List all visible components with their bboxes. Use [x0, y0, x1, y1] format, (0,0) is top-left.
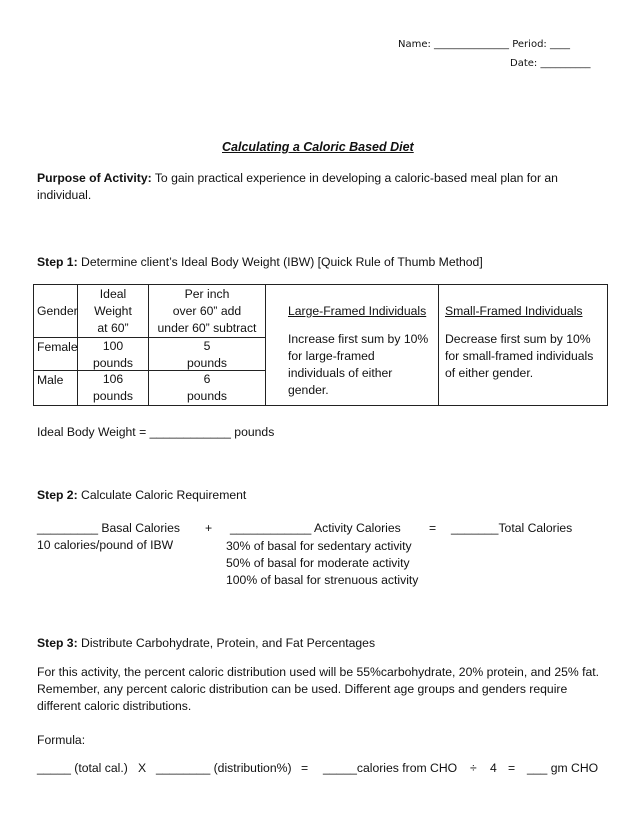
small-framed-note-l1: Decrease first sum by 10%: [445, 332, 591, 346]
col-ideal-header-l3: at 60”: [97, 321, 129, 335]
step3-text: Distribute Carbohydrate, Protein, and Fat Percentages: [77, 636, 376, 650]
formula-equals-2: =: [508, 761, 516, 775]
col-ideal-header-l2: Weight: [94, 304, 132, 318]
step1-label: Step 1:: [37, 255, 78, 269]
small-framed-note-l2: for small-framed individuals: [445, 349, 594, 363]
large-framed-note-l3: individuals of either: [288, 366, 393, 380]
activity-note-sedentary: 30% of basal for sedentary activity: [226, 539, 412, 553]
row-female-per-inch: [149, 338, 265, 372]
col-per-inch-header-l2: over 60” add: [172, 304, 242, 318]
row-female-gender: Female: [37, 340, 78, 354]
basal-calories-blank: _________ Basal Calories: [37, 521, 180, 535]
row-male-weight: [78, 371, 148, 405]
step2-heading: [37, 488, 246, 502]
row-female-per-inch-unit: pounds: [187, 356, 227, 370]
row-male-weight-unit: pounds: [93, 389, 133, 403]
purpose-label: Purpose of Activity:: [37, 171, 152, 185]
basal-note: 10 calories/pound of IBW: [37, 538, 174, 552]
total-calories-blank: _______Total Calories: [451, 521, 573, 535]
row-male-per-inch: [149, 371, 265, 405]
row-female-weight: [78, 338, 148, 372]
formula-label: Formula:: [37, 733, 86, 747]
formula-times: X: [138, 761, 147, 775]
page-title: Calculating a Caloric Based Diet: [222, 140, 414, 154]
row-male-per-inch-unit: pounds: [187, 389, 227, 403]
step1-text: Determine client’s Ideal Body Weight (IBW) [Quick Rule of Thumb Method]: [77, 255, 483, 269]
col-ideal-header: [78, 286, 148, 337]
formula-gm-cho: ___ gm CHO: [527, 761, 599, 775]
ibw-line: Ideal Body Weight = ____________ pounds: [37, 425, 275, 439]
col-ideal-header-l1: Ideal: [99, 287, 127, 301]
purpose-paragraph: [37, 170, 602, 204]
formula-equals-1: =: [301, 761, 309, 775]
equals-sign: =: [429, 521, 437, 535]
row-female-weight-value: 100: [102, 339, 124, 353]
large-framed-note: [288, 331, 428, 399]
step3-label: Step 3:: [37, 636, 78, 650]
step3-heading: [37, 636, 375, 650]
date-line: Date: __________: [510, 58, 591, 69]
name-period-line: Name: _______________ Period: ____: [398, 39, 570, 50]
ibw-table: [33, 284, 608, 406]
formula-four: 4: [490, 761, 497, 775]
col-per-inch-header-l1: Per inch: [184, 287, 230, 301]
large-framed-note-l2: for large-framed: [288, 349, 375, 363]
small-framed-note: [445, 331, 593, 382]
large-framed-note-l1: Increase first sum by 10%: [288, 332, 429, 346]
formula-distribution: ________ (distribution%): [156, 761, 292, 775]
step1-heading: [37, 255, 483, 269]
formula-divide: ÷: [470, 761, 477, 775]
row-male-gender: Male: [37, 373, 64, 387]
row-male-per-inch-value: 6: [203, 372, 211, 386]
small-framed-heading-text: Small-Framed Individuals: [445, 304, 583, 318]
large-framed-note-l4: gender.: [288, 383, 329, 397]
row-male-weight-value: 106: [102, 372, 124, 386]
col-gender-header: Gender: [37, 304, 78, 318]
activity-note-strenuous: 100% of basal for strenuous activity: [226, 573, 419, 587]
row-female-weight-unit: pounds: [93, 356, 133, 370]
row-female-per-inch-value: 5: [203, 339, 211, 353]
activity-notes: [226, 538, 418, 589]
formula-total: _____ (total cal.): [37, 761, 128, 775]
plus-sign: +: [205, 521, 213, 535]
step2-text: Calculate Caloric Requirement: [77, 488, 247, 502]
step3-paragraph: For this activity, the percent caloric distribution used will be 55%carbohydrate, 20% protein, and 25% fat. Remember, any percent caloric distribution can be used. Different age groups and genders require different caloric distributions.: [37, 665, 600, 713]
activity-note-moderate: 50% of basal for moderate activity: [226, 556, 410, 570]
col-per-inch-header-l3: under 60” subtract: [157, 321, 257, 335]
formula-calories-cho: _____calories from CHO: [323, 761, 458, 775]
small-framed-heading: [445, 303, 583, 320]
large-framed-heading-text: Large-Framed Individuals: [288, 304, 427, 318]
step2-label: Step 2:: [37, 488, 78, 502]
large-framed-heading: [288, 303, 426, 320]
col-per-inch-header: [149, 286, 265, 337]
small-framed-note-l3: of either gender.: [445, 366, 534, 380]
activity-calories-blank: ____________ Activity Calories: [230, 521, 401, 535]
purpose-text: To gain practical experience in developing a caloric-based meal plan for an individual.: [37, 171, 558, 202]
